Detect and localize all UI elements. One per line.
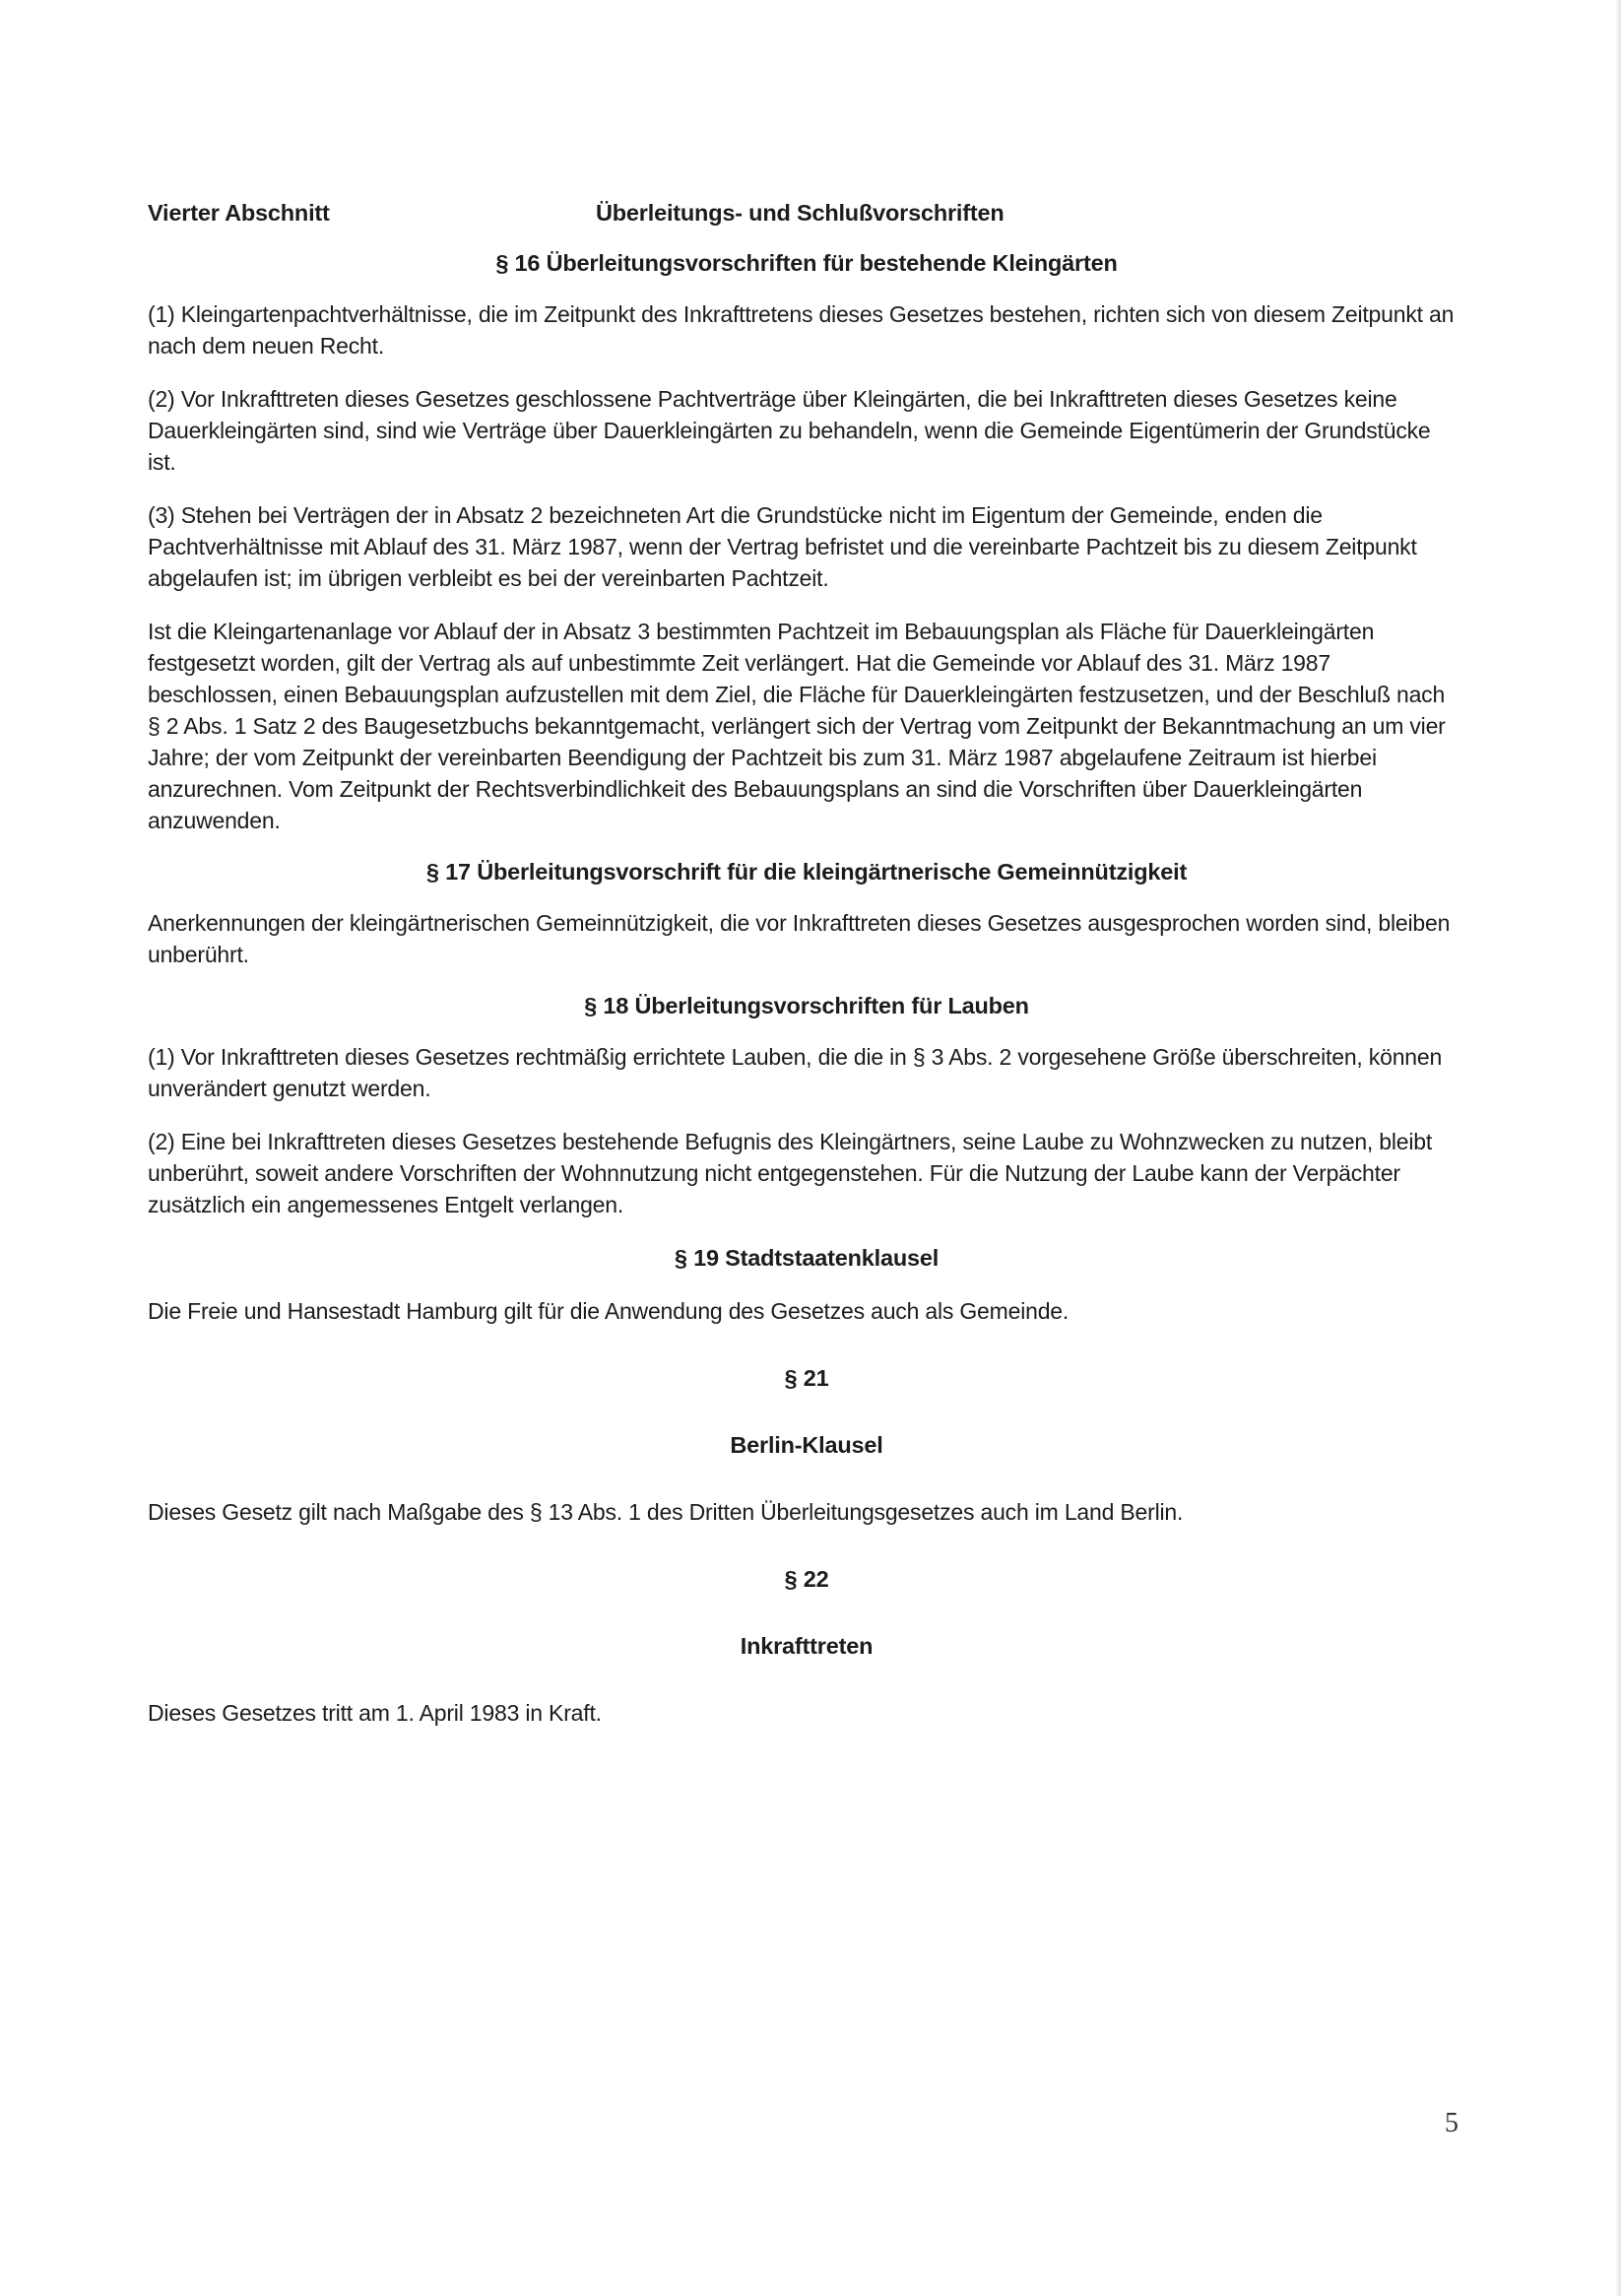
section-22-para-1: Dieses Gesetzes tritt am 1. April 1983 in Kraft. (148, 1700, 602, 1726)
section-22-number: § 22 (784, 1566, 829, 1592)
chapter-header (148, 197, 1458, 230)
section-17-heading: § 17 Überleitungsvorschrift für die kleingärtnerische Gemeinnützigkeit (425, 859, 1188, 885)
section-19-para-1: Die Freie und Hansestadt Hamburg gilt für die Anwendung des Gesetzes auch als Gemeinde. (148, 1298, 1070, 1324)
section-18-para-2: (2) Eine bei Inkrafttreten dieses Gesetzes bestehende Befugnis des Kleingärtners, seine Laube zu Wohnzwecken zu nutzen, bleibt unberührt, soweit andere Vorschriften der Wohnnutzung nicht entgegenstehen. Für die Nutzung der Laube kann der Verpächter zusätzlich ein angemessenes Entgelt verlangen. (148, 1129, 1433, 1217)
chapter-label: Vierter Abschnitt (148, 200, 330, 226)
document-body (148, 197, 1458, 1729)
section-18-heading: § 18 Überleitungsvorschriften für Lauben (584, 993, 1029, 1018)
chapter-title: Überleitungs- und Schlußvorschriften (596, 200, 1005, 226)
section-16-para-3: (3) Stehen bei Verträgen der in Absatz 2 bezeichneten Art die Grundstücke nicht im Eigentum der Gemeinde, enden die Pachtverhältnisse mit Ablauf des 31. März 1987, wenn der Vertrag befristet und die vereinbarte Pachtzeit bis zu diesem Zeitpunkt abgelaufen ist; im übrigen verbleibt es bei der vereinbarten Pachtzeit. (148, 502, 1417, 591)
section-17-para-1: Anerkennungen der kleingärtnerischen Gemeinnützigkeit, die vor Inkrafttreten dieses Gesetzes ausgesprochen worden sind, bleiben unberührt. (148, 910, 1451, 967)
section-19-heading: § 19 Stadtstaatenklausel (674, 1245, 940, 1271)
section-18-para-1: (1) Vor Inkrafttreten dieses Gesetzes rechtmäßig errichtete Lauben, die die in § 3 Abs. 2 vorgesehene Größe überschreiten, können unverändert genutzt werden. (148, 1044, 1443, 1101)
scan-edge (1615, 0, 1621, 2296)
section-21-number: § 21 (784, 1365, 829, 1391)
section-16-heading: § 16 Überleitungsvorschriften für bestehende Kleingärten (495, 250, 1118, 276)
section-22-title: Inkrafttreten (740, 1633, 874, 1659)
section-16-para-2: (2) Vor Inkrafttreten dieses Gesetzes geschlossene Pachtverträge über Kleingärten, die bei Inkrafttreten dieses Gesetzes keine Dauerkleingärten sind, sind wie Verträge über Dauerkleingärten zu behandeln, wenn die Gemeinde Eigentümerin der Grundstücke ist. (148, 386, 1431, 475)
section-16-para-4: Ist die Kleingartenanlage vor Ablauf der in Absatz 3 bestimmten Pachtzeit im Bebauungsplan als Fläche für Dauerkleingärten festgesetzt worden, gilt der Vertrag als auf unbestimmte Zeit verlängert. Hat die Gemeinde vor Ablauf des 31. März 1987 beschlossen, einen Bebauungsplan aufzustellen mit dem Ziel, die Fläche für Dauerkleingärten festzusetzen, und der Beschluß nach § 2 Abs. 1 Satz 2 des Baugesetzbuchs bekanntgemacht, verlängert sich der Vertrag vom Zeitpunkt der Bekanntmachung an um vier Jahre; der vom Zeitpunkt der vereinbarten Beendigung der Pachtzeit bis zum 31. März 1987 abgelaufene Zeitraum ist hierbei anzurechnen. Vom Zeitpunkt der Rechtsverbindlichkeit des Bebauungsplans an sind die Vorschriften über Dauerkleingärten anzuwenden. (148, 619, 1446, 833)
section-21-title: Berlin-Klausel (730, 1432, 883, 1458)
section-16-para-1: (1) Kleingartenpachtverhältnisse, die im Zeitpunkt des Inkrafttretens dieses Gesetzes bestehen, richten sich von diesem Zeitpunkt an nach dem neuen Recht. (148, 301, 1455, 359)
section-21-para-1: Dieses Gesetz gilt nach Maßgabe des § 13 Abs. 1 des Dritten Überleitungsgesetzes auch im Land Berlin. (148, 1499, 1184, 1525)
page-number: 5 (1445, 2108, 1459, 2138)
